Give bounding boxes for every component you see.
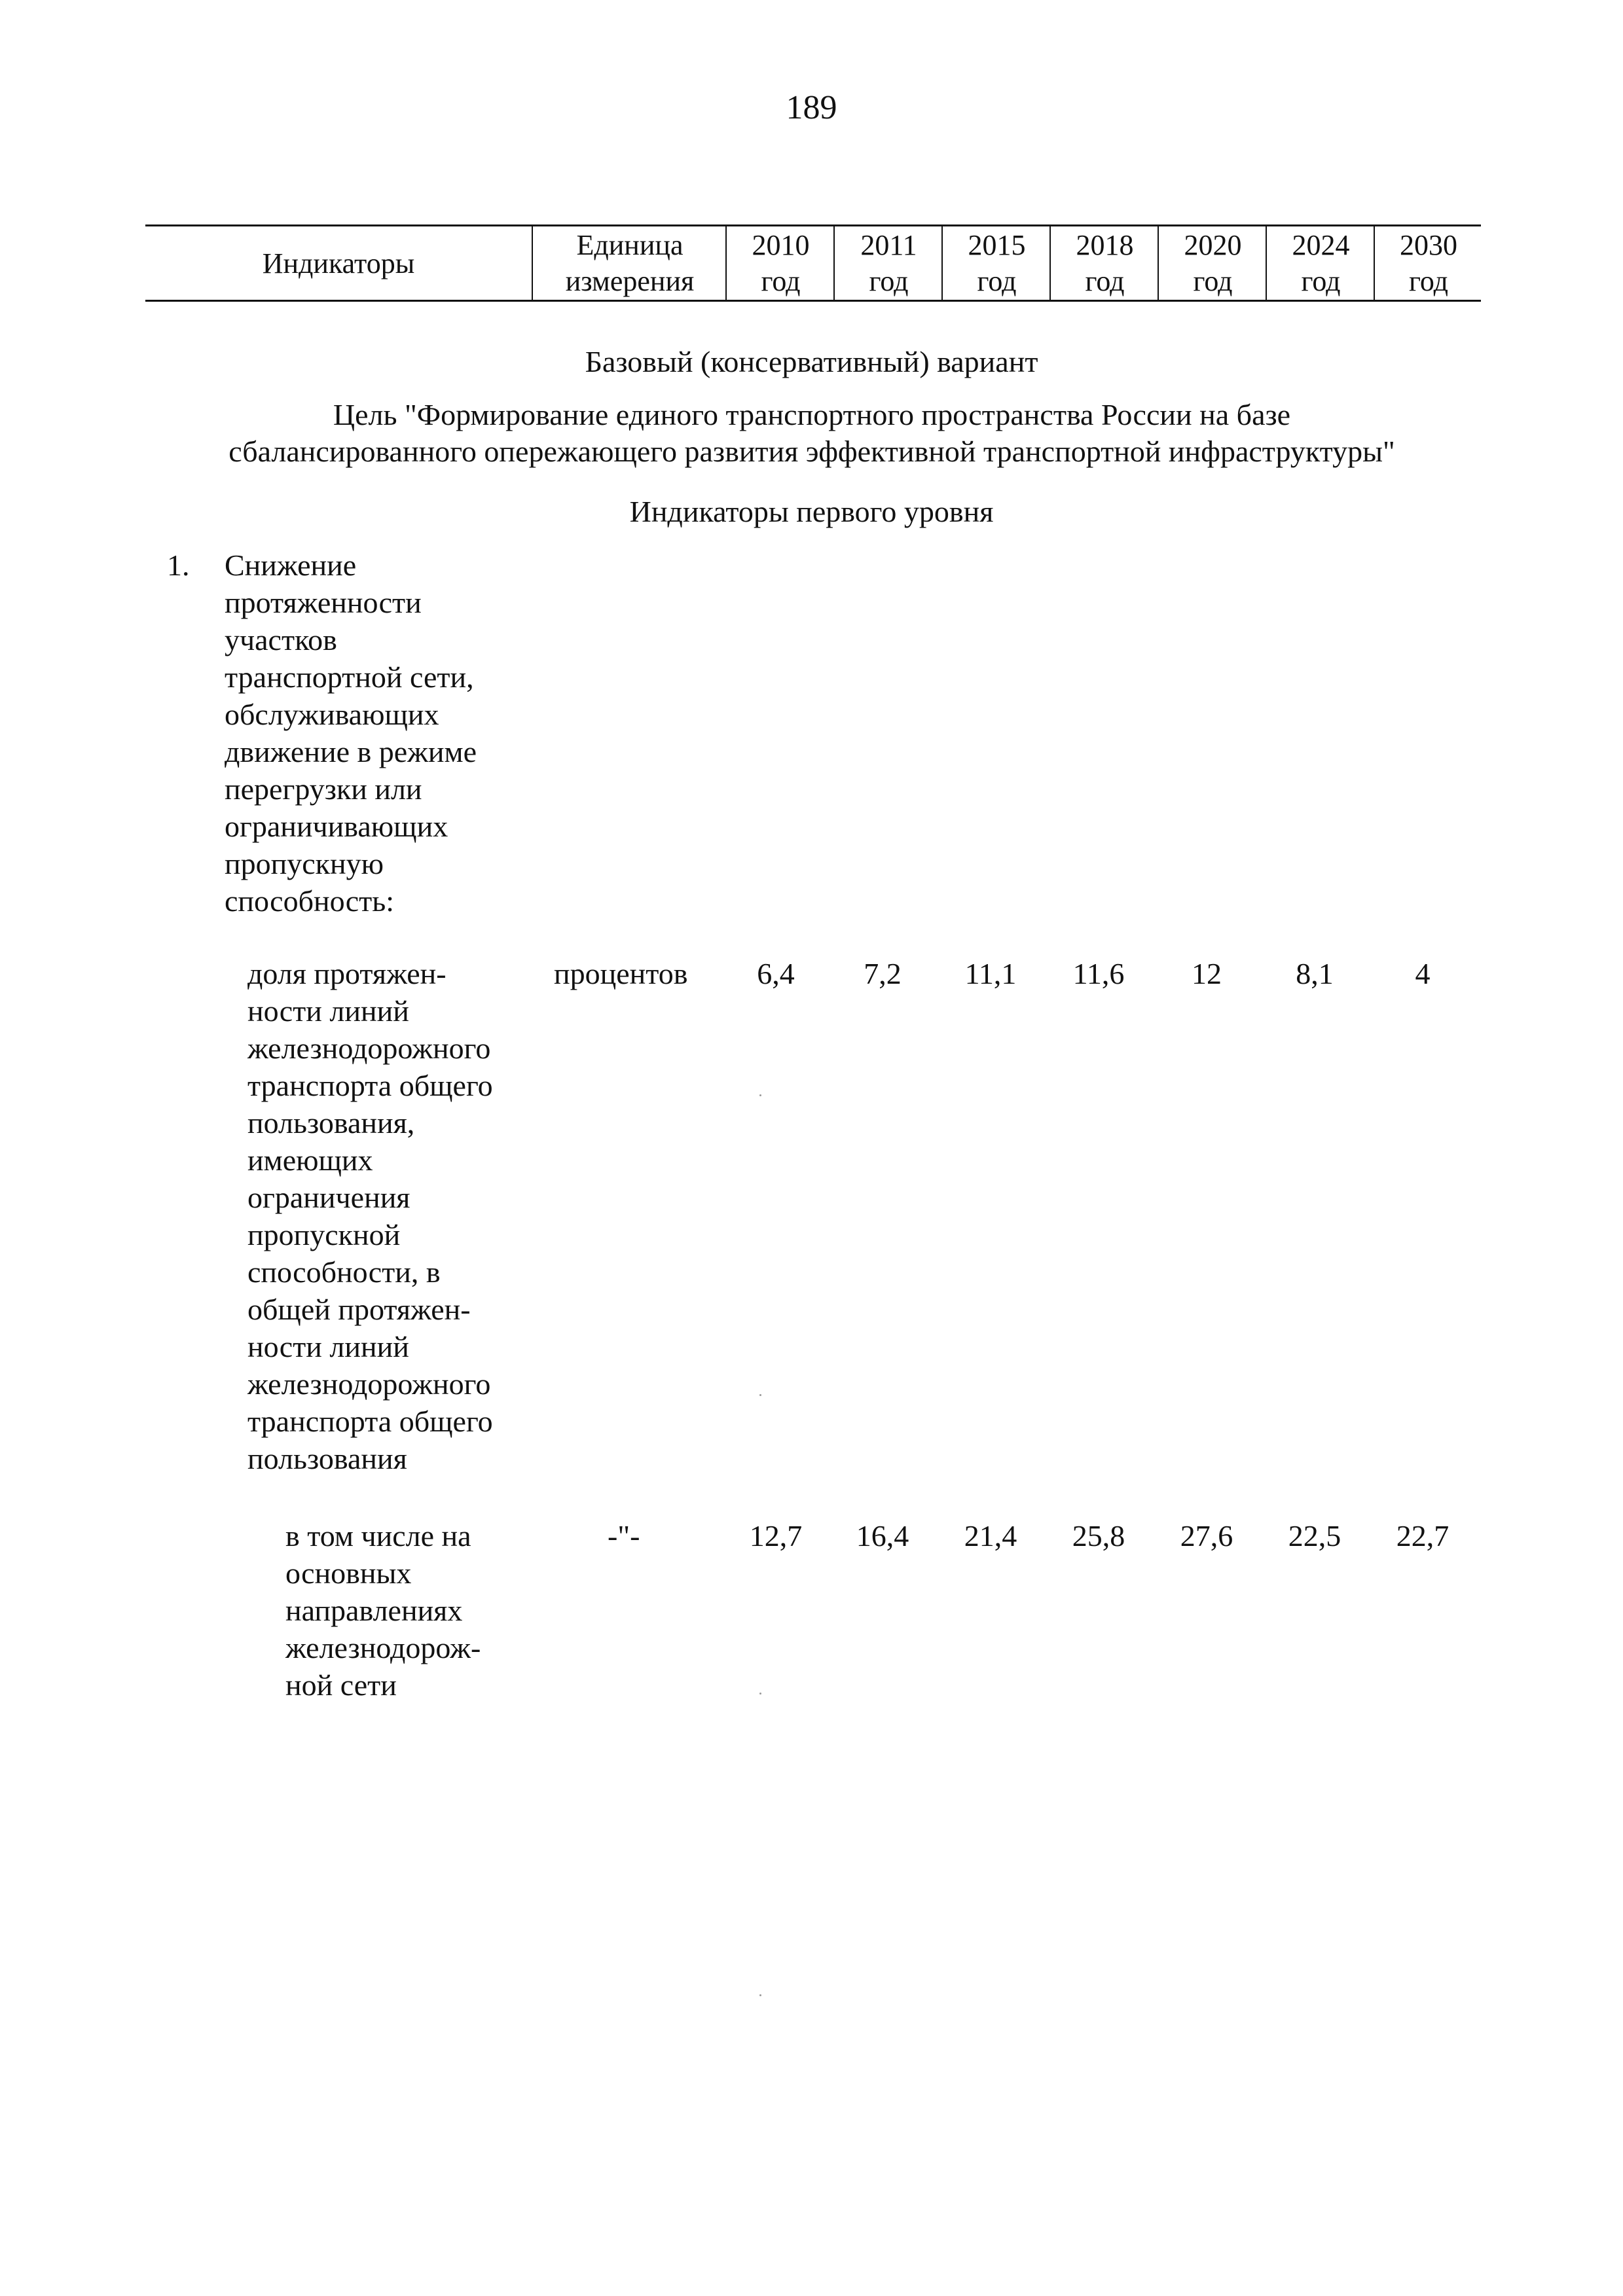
row-1-value-2015: 11,1 (964, 957, 1017, 990)
page-number: 189 (786, 89, 837, 126)
row-1-value-2010: 6,4 (757, 957, 795, 990)
row-2-indicator-text: в том числе на основных направлениях железнодорож- ной сети (285, 1519, 481, 1702)
row-2-value-2015: 21,4 (964, 1519, 1017, 1552)
header-unit: Единица измерения (532, 226, 727, 300)
row-2-value-2011: 16,4 (856, 1519, 909, 1552)
variant-title: Базовый (консервативный) вариант (585, 345, 1038, 378)
header-year-2015: 2015 год (941, 226, 1051, 300)
scan-speck (759, 1693, 761, 1695)
item-1-text: Снижение протяженности участков транспортной сети, обслуживающих движение в режиме перегрузки или ограничивающих пропускную способность: (225, 548, 477, 918)
row-1-value-2030: 4 (1415, 957, 1431, 990)
header-year-2024: 2024 год (1266, 226, 1375, 300)
table-header (145, 224, 1481, 302)
row-1-indicator-text: доля протяжен- ности линий железнодорожного транспорта общего пользования, имеющих ограничения пропускной способности, в общей протяжен- ности линий железнодорожного транспорта общего пользования (247, 957, 493, 1475)
goal-line-1: Цель "Формирование единого транспортного пространства России на базе (333, 398, 1291, 431)
row-2-value-2010: 12,7 (749, 1519, 803, 1552)
row-1-value-2018: 11,6 (1072, 957, 1125, 990)
row-2-value-2024: 22,5 (1288, 1519, 1341, 1552)
header-year-2018: 2018 год (1049, 226, 1159, 300)
goal-line-2: сбалансированного опережающего развития эффективной транспортной инфраструктуры" (228, 435, 1395, 468)
header-year-2011: 2011 год (833, 226, 943, 300)
row-1-value-2024: 8,1 (1296, 957, 1334, 990)
header-year-2030: 2030 год (1374, 226, 1482, 300)
header-indicators: Индикаторы (262, 247, 415, 279)
row-2-value-2030: 22,7 (1396, 1519, 1450, 1552)
header-year-2010: 2010 год (725, 226, 835, 300)
scan-speck (759, 1994, 761, 1996)
header-year-2020: 2020 год (1158, 226, 1267, 300)
level-title: Индикаторы первого уровня (629, 495, 994, 528)
row-1-value-2011: 7,2 (864, 957, 902, 990)
item-number: 1. (167, 548, 190, 582)
row-2-value-2018: 25,8 (1072, 1519, 1125, 1552)
row-2-value-2020: 27,6 (1180, 1519, 1233, 1552)
row-1-value-2020: 12 (1192, 957, 1222, 990)
scan-speck (759, 1094, 761, 1096)
scan-speck (759, 1394, 761, 1396)
row-1-unit: процентов (554, 957, 688, 990)
goal-title (131, 397, 1493, 470)
row-2-unit: -"- (608, 1519, 640, 1552)
